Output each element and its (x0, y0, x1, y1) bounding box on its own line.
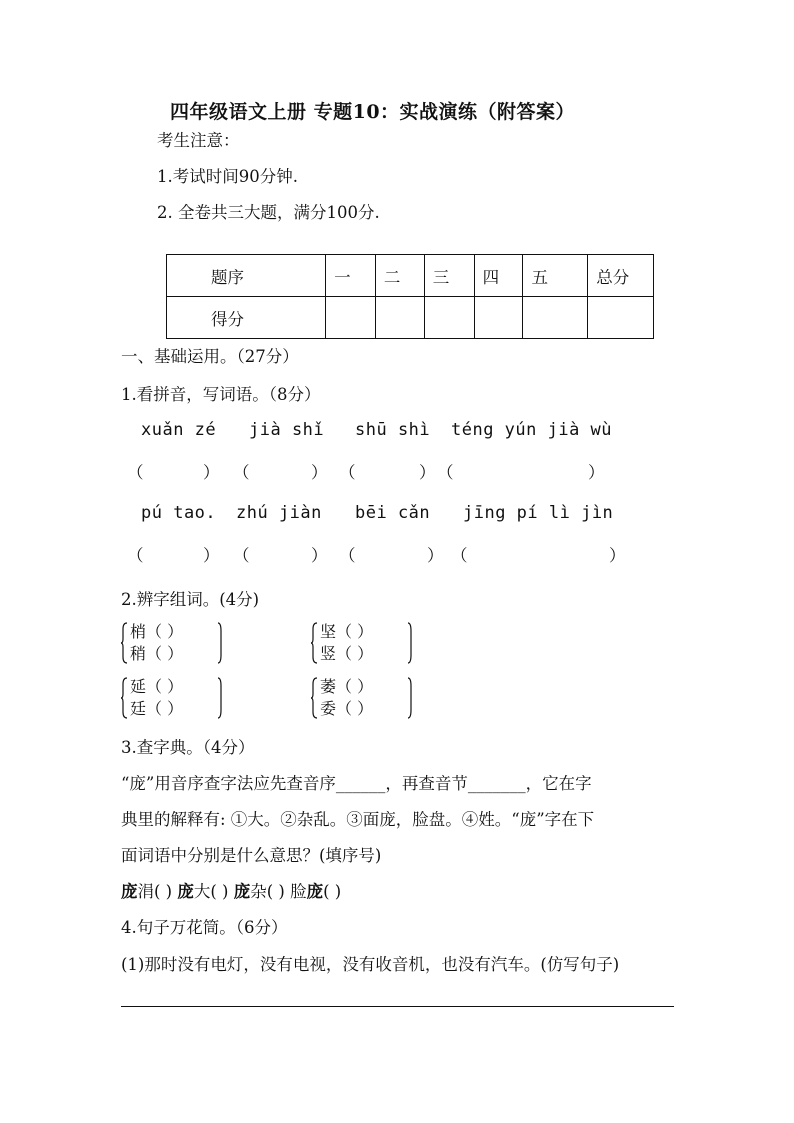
answer-bracket-open: （ (437, 463, 454, 482)
word-item: 庞涓( ) (121, 882, 173, 901)
char-pair-item: 委（ ） (320, 699, 374, 718)
score-input-cell[interactable] (523, 297, 588, 339)
section-heading: 一、基础运用。（27分） (121, 347, 299, 366)
question-3-word-row (121, 878, 341, 902)
right-brace-icon (216, 676, 224, 720)
answer-bracket-open: （ (127, 546, 144, 565)
char-pair-item: 廷（ ） (130, 699, 184, 718)
notice-heading: 考生注意： (157, 131, 240, 150)
score-cell: 总分 (588, 255, 654, 297)
left-brace-icon (121, 676, 129, 720)
pinyin: xuǎn zé (141, 420, 217, 440)
score-input-cell[interactable] (375, 297, 424, 339)
char-pair-item: 延（ ） (130, 677, 184, 696)
score-cell: 一 (326, 255, 376, 297)
char-pair-item: 梢（ ） (130, 622, 184, 641)
answer-bracket-open: （ (127, 463, 144, 482)
answer-bracket-open: （ (233, 546, 250, 565)
char-pair-item: 坚（ ） (320, 622, 374, 641)
left-brace-icon (121, 621, 129, 665)
pinyin: pú tao. (141, 503, 217, 523)
answer-bracket-close: ） (427, 546, 444, 565)
left-brace-icon (311, 621, 319, 665)
answer-bracket-close: ） (419, 463, 436, 482)
question-2-title: 2.辨字组词。(4分) (121, 590, 260, 609)
answer-bracket-open: （ (233, 463, 250, 482)
answer-bracket-close: ） (311, 463, 328, 482)
answer-bracket-open: （ (451, 546, 468, 565)
notice-item-2: 2. 全卷共三大题，满分100分. (157, 203, 380, 222)
answer-bracket-close: ） (203, 463, 220, 482)
left-brace-icon (311, 676, 319, 720)
question-3-title: 3.查字典。（4分） (121, 738, 255, 757)
notice-item-1: 1.考试时间90分钟. (157, 167, 298, 186)
answer-bracket-close: ） (609, 546, 626, 565)
char-pair-item: 萎（ ） (320, 677, 374, 696)
question-3-text-line: “庞”用音序查字法应先查音序______，再查音节_______，它在字 (121, 774, 592, 793)
score-input-cell[interactable] (326, 297, 376, 339)
score-cell: 五 (523, 255, 588, 297)
pinyin: zhú jiàn (236, 503, 322, 523)
score-input-cell[interactable] (424, 297, 474, 339)
question-4-item-1: (1)那时没有电灯，没有电视，没有收音机，也没有汽车。(仿写句子) (121, 955, 620, 974)
right-brace-icon (216, 621, 224, 665)
score-cell: 题序 (167, 255, 326, 297)
word-item: 脸庞( ) (290, 882, 342, 901)
score-input-cell[interactable] (474, 297, 523, 339)
word-item: 庞大( ) (177, 882, 229, 901)
char-pair-item: 竖（ ） (320, 644, 374, 663)
answer-bracket-open: （ (339, 546, 356, 565)
answer-bracket-close: ） (203, 546, 220, 565)
char-pair-item: 稍（ ） (130, 644, 184, 663)
answer-line[interactable] (121, 1006, 674, 1007)
question-1-title: 1.看拼音，写词语。（8分） (121, 385, 321, 404)
question-3-text-line: 面词语中分别是什么意思？(填序号) (121, 846, 382, 865)
score-table (166, 254, 654, 339)
right-brace-icon (406, 676, 414, 720)
score-table-header-row (167, 255, 654, 297)
score-cell: 四 (474, 255, 523, 297)
pinyin: bēi cǎn (355, 503, 431, 523)
score-cell: 得分 (167, 297, 326, 339)
pinyin: jīng pí lì jìn (463, 503, 614, 523)
answer-bracket-close: ） (311, 546, 328, 565)
score-cell: 三 (424, 255, 474, 297)
score-cell: 二 (375, 255, 424, 297)
answer-bracket-close: ） (588, 463, 605, 482)
pinyin: shū shì (355, 420, 431, 440)
answer-bracket-open: （ (339, 463, 356, 482)
pinyin: jià shǐ (249, 420, 325, 440)
pinyin: téng yún jià wù (451, 420, 613, 440)
question-4-title: 4.句子万花筒。（6分） (121, 918, 288, 937)
score-input-cell[interactable] (588, 297, 654, 339)
page-title: 四年级语文上册 专题10：实战演练（附答案） (170, 101, 576, 123)
right-brace-icon (406, 621, 414, 665)
score-table-score-row (167, 297, 654, 339)
question-3-text-line: 典里的解释有: ①大。②杂乱。③面庞，脸盘。④姓。“庞”字在下 (121, 810, 595, 829)
word-item: 庞杂( ) (233, 882, 285, 901)
